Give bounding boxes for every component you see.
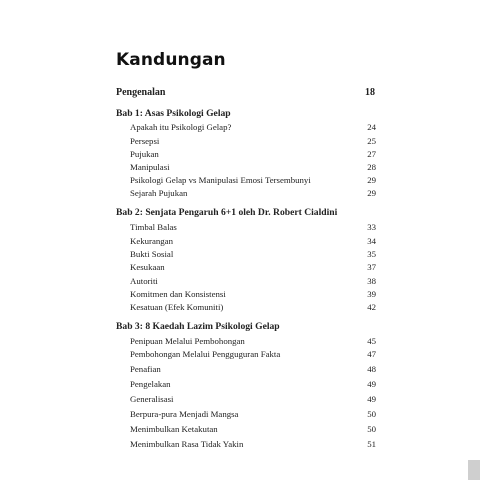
toc-item-label: Penafian (130, 364, 161, 374)
toc-item-page: 49 (367, 379, 376, 389)
toc-item (116, 136, 376, 150)
toc-item-label: Manipulasi (130, 162, 170, 172)
toc-item-page: 45 (367, 336, 376, 346)
toc-item-label: Komitmen dan Konsistensi (130, 289, 226, 299)
toc-intro-row (116, 87, 376, 101)
toc-item (116, 394, 376, 408)
toc-item-label: Timbal Balas (130, 222, 177, 232)
toc-item (116, 149, 376, 163)
toc-item (116, 276, 376, 290)
toc-item (116, 409, 376, 423)
toc-item-label: Kesukaan (130, 262, 165, 272)
chapter-title: Bab 3: 8 Kaedah Lazim Psikologi Gelap (116, 321, 280, 332)
toc-item-label: Pengelakan (130, 379, 171, 389)
toc-item (116, 364, 376, 378)
toc-item-label: Apakah itu Psikologi Gelap? (130, 122, 232, 132)
toc-item (116, 122, 376, 136)
toc-item-label: Autoriti (130, 276, 158, 286)
toc-item (116, 302, 376, 316)
chapter-title: Bab 1: Asas Psikologi Gelap (116, 108, 231, 119)
toc-intro-page: 18 (365, 87, 375, 98)
toc-item-page: 33 (367, 222, 376, 232)
toc-item-label: Menimbulkan Ketakutan (130, 424, 218, 434)
toc-item-page: 37 (367, 262, 376, 272)
toc-item-page: 50 (367, 409, 376, 419)
toc-item (116, 424, 376, 438)
toc-item-page: 48 (367, 364, 376, 374)
toc-item-page: 27 (367, 149, 376, 159)
chapter-heading-2 (116, 207, 376, 221)
toc-intro-label: Pengenalan (116, 87, 166, 98)
toc-item-label: Menimbulkan Rasa Tidak Yakin (130, 439, 244, 449)
toc-item (116, 336, 376, 350)
toc-item (116, 249, 376, 263)
toc-item-label: Sejarah Pujukan (130, 188, 188, 198)
toc-item-label: Psikologi Gelap vs Manipulasi Emosi Tersembunyi (130, 175, 311, 185)
toc-item-page: 51 (367, 439, 376, 449)
toc-item (116, 262, 376, 276)
toc-item-page: 29 (367, 188, 376, 198)
toc-item (116, 379, 376, 393)
toc-item (116, 289, 376, 303)
toc-item (116, 236, 376, 250)
toc-item-page: 50 (367, 424, 376, 434)
toc-item-page: 39 (367, 289, 376, 299)
toc-item (116, 349, 376, 363)
toc-item-page: 28 (367, 162, 376, 172)
toc-item-label: Persepsi (130, 136, 160, 146)
toc-item-label: Berpura-pura Menjadi Mangsa (130, 409, 239, 419)
toc-item (116, 162, 376, 176)
toc-item-page: 42 (367, 302, 376, 312)
chapter-title: Bab 2: Senjata Pengaruh 6+1 oleh Dr. Robert Cialdini (116, 207, 338, 218)
page-edge-shadow (468, 460, 480, 480)
toc-item (116, 188, 376, 202)
chapter-heading-1 (116, 108, 376, 122)
toc-item-label: Penipuan Melalui Pembohongan (130, 336, 245, 346)
toc-item-page: 35 (367, 249, 376, 259)
toc-item-page: 25 (367, 136, 376, 146)
toc-item-label: Pujukan (130, 149, 159, 159)
toc-item (116, 222, 376, 236)
toc-item-page: 34 (367, 236, 376, 246)
toc-item (116, 175, 376, 189)
toc-item-page: 47 (367, 349, 376, 359)
chapter-heading-3 (116, 321, 376, 335)
page-title: Kandungan (116, 50, 226, 70)
toc-item-page: 49 (367, 394, 376, 404)
toc-item-label: Pembohongan Melalui Pengguguran Fakta (130, 349, 281, 359)
toc-item-page: 24 (367, 122, 376, 132)
toc-item-label: Kekurangan (130, 236, 173, 246)
toc-item-label: Generalisasi (130, 394, 174, 404)
toc-item (116, 439, 376, 453)
toc-item-label: Kesatuan (Efek Komuniti) (130, 302, 224, 312)
toc-item-label: Bukti Sosial (130, 249, 174, 259)
toc-item-page: 29 (367, 175, 376, 185)
toc-item-page: 38 (367, 276, 376, 286)
